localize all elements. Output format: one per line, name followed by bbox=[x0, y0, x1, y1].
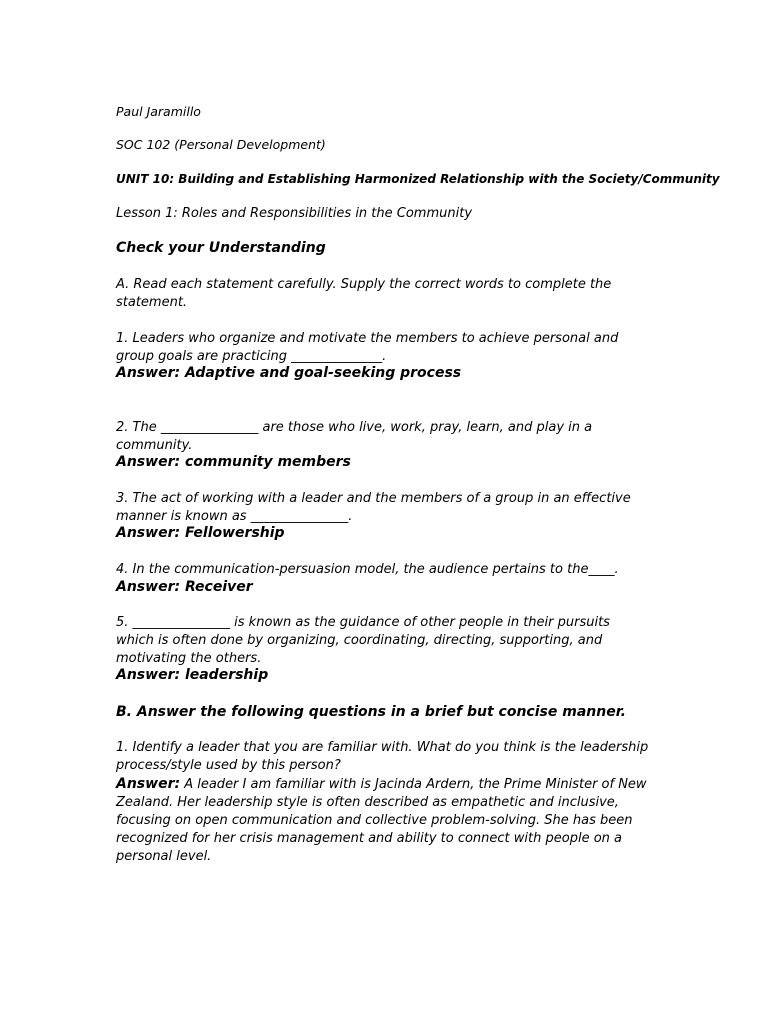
answer-2: Answer: community members bbox=[116, 454, 351, 470]
question-1: 1. Leaders who organize and motivate the members to achieve personal and group goals are practicing ______________. bbox=[116, 331, 619, 364]
question-4: 4. In the communication-persuasion model, the audience pertains to the____. bbox=[116, 562, 619, 577]
answer-4: Answer: Receiver bbox=[116, 579, 253, 595]
part-b-heading: B. Answer the following questions in a brief but concise manner. bbox=[116, 704, 626, 720]
answer-1: Answer: Adaptive and goal-seeking process bbox=[116, 365, 462, 381]
section-heading: Check your Understanding bbox=[116, 240, 326, 256]
lesson-title: Lesson 1: Roles and Responsibilities in the Community bbox=[116, 206, 473, 221]
unit-title: UNIT 10: Building and Establishing Harmonized Relationship with the Society/Community bbox=[116, 172, 720, 186]
part-b-answer-1 bbox=[116, 775, 651, 866]
answer-label: Answer: bbox=[116, 776, 181, 792]
question-3: 3. The act of working with a leader and the members of a group in an effective manner is known as _______________. bbox=[116, 491, 631, 524]
answer-3: Answer: Fellowership bbox=[116, 525, 285, 541]
part-a-instruction: A. Read each statement carefully. Supply the correct words to complete the statement. bbox=[116, 277, 612, 310]
part-b-question-1: 1. Identify a leader that you are familiar with. What do you think is the leadership process/style used by this person? bbox=[116, 740, 649, 773]
answer-text: A leader I am familiar with is Jacinda Ardern, the Prime Minister of New Zealand. Her leadership style is often described as empathetic and inclusive, focusing on open communication and collective problem-solving. She has been recognized for her crisis management and ability to connect with people on a personal level. bbox=[116, 777, 647, 864]
question-5: 5. _______________ is known as the guidance of other people in their pursuits which is often done by organizing, coordinating, directing, supporting, and motivating the others. bbox=[116, 615, 610, 666]
question-2: 2. The _______________ are those who live, work, pray, learn, and play in a community. bbox=[116, 420, 593, 453]
course-title: SOC 102 (Personal Development) bbox=[116, 137, 326, 152]
answer-5: Answer: leadership bbox=[116, 667, 269, 683]
author-name: Paul Jaramillo bbox=[116, 104, 201, 119]
